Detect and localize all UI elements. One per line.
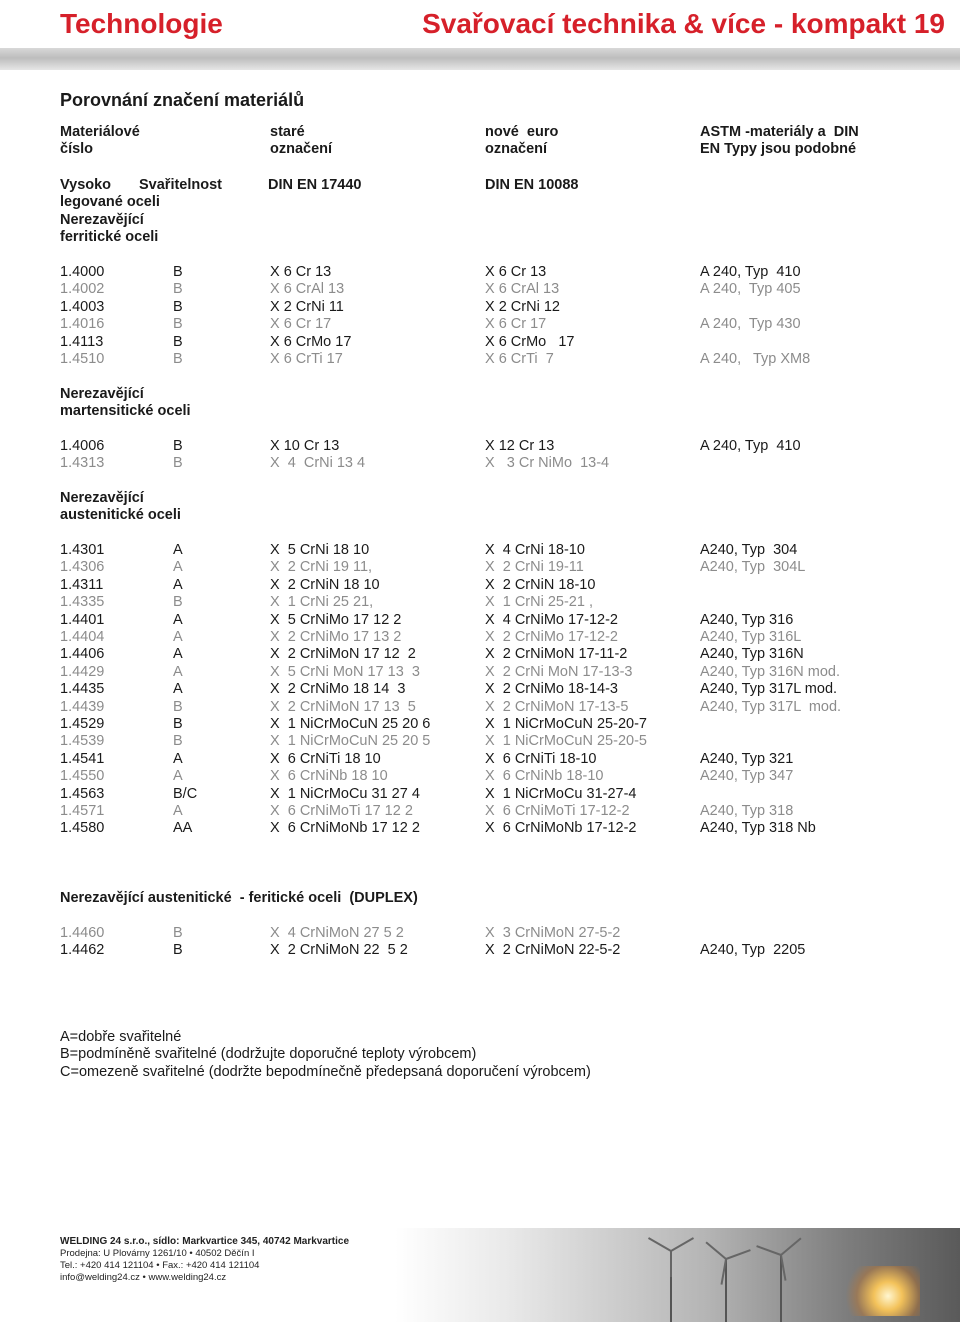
cell-old: X 2 CrNiMo 17 13 2 — [270, 629, 402, 645]
cell-num: 1.4439 — [60, 698, 105, 715]
cell-old: X 6 CrNiNb 18 10 — [270, 768, 388, 785]
header-band — [0, 48, 960, 70]
cell-weld: B — [173, 733, 183, 750]
cell-num: 1.4301 — [60, 542, 105, 558]
table-row — [0, 646, 960, 663]
cell-new: X 3 Cr NiMo 13-4 — [485, 455, 610, 472]
table-row — [0, 751, 960, 768]
cell-astm: A 240, Typ 405 — [700, 281, 801, 298]
cell-new: X 1 CrNi 25-21 , — [485, 594, 593, 611]
cell-num: 1.4313 — [60, 455, 105, 472]
cell-weld: B — [173, 333, 183, 350]
cell-weld: B — [173, 351, 183, 367]
cell-weld: B — [173, 942, 183, 959]
cell-new: X 6 CrNiTi 18-10 — [485, 750, 597, 767]
cell-new: X 2 CrNi MoN 17-13-3 — [485, 663, 633, 680]
cell-old: X 2 CrNi 11 — [270, 298, 344, 315]
cell-old: X 2 CrNiMoN 17 13 5 — [270, 698, 416, 715]
footer-photo-strip — [395, 1228, 960, 1322]
cell-num: 1.4006 — [60, 438, 105, 454]
cell-weld: A — [173, 646, 183, 663]
column-header-material-number: Materiálové číslo — [60, 124, 140, 158]
cell-old: X 6 CrNiTi 18 10 — [270, 750, 381, 767]
legend-item: C=omezeně svařitelné (dodržte bepodmínečně předepsaná doporučení výrobcem) — [60, 1063, 591, 1080]
cell-old: X 6 Cr 17 — [270, 316, 332, 333]
group-label-duplex: Nerezavějící austenitické - feritické oceli (DUPLEX) — [60, 890, 418, 906]
cell-num: 1.4401 — [60, 611, 105, 628]
footer-phone: Tel.: +420 414 121104 • Fax.: +420 414 121104 — [60, 1260, 260, 1271]
cell-new: X 2 CrNi 19-11 — [485, 559, 584, 576]
table-row — [0, 664, 960, 681]
table-row — [0, 629, 960, 646]
cell-astm: A240, Typ 321 — [700, 750, 794, 767]
table-row — [0, 264, 960, 281]
cell-num: 1.4563 — [60, 785, 105, 802]
cell-new: X 2 CrNiN 18-10 — [485, 576, 596, 593]
legend-item: A=dobře svařitelné — [60, 1029, 182, 1045]
cell-astm: A240, Typ 347 — [700, 768, 794, 785]
cell-astm: A 240, Typ 410 — [700, 438, 801, 454]
cell-num: 1.4404 — [60, 629, 105, 645]
cell-weld: A — [173, 559, 183, 576]
cell-astm: A 240, Typ 410 — [700, 264, 801, 280]
table-row — [0, 925, 960, 942]
cell-num: 1.4550 — [60, 768, 105, 785]
cell-num: 1.4429 — [60, 663, 105, 680]
table-row — [0, 786, 960, 803]
cell-num: 1.4016 — [60, 316, 105, 333]
cell-num: 1.4406 — [60, 646, 105, 663]
cell-weld: B — [173, 264, 183, 280]
cell-old: X 2 CrNiMoN 17 12 2 — [270, 646, 416, 663]
table-row — [0, 699, 960, 716]
old-standard-label: DIN EN 17440 — [268, 177, 362, 193]
cell-num: 1.4529 — [60, 716, 105, 732]
cell-weld: B — [173, 698, 183, 715]
cell-weld: A — [173, 542, 183, 558]
cell-new: X 4 CrNiMo 17-12-2 — [485, 611, 618, 628]
table-row — [0, 733, 960, 750]
column-header-new-designation: nové euro označení — [485, 124, 559, 158]
cell-old: X 4 CrNi 13 4 — [270, 455, 366, 472]
cell-old: X 6 CrTi 17 — [270, 351, 343, 367]
cell-old: X 6 CrAl 13 — [270, 281, 345, 298]
cell-num: 1.4003 — [60, 298, 105, 315]
cell-old: X 1 NiCrMoCu 31 27 4 — [270, 785, 420, 802]
cell-astm: A 240, Typ XM8 — [700, 351, 811, 367]
column-header-old-designation: staré označení — [270, 124, 333, 158]
cell-weld: B — [173, 281, 183, 298]
cell-old: X 1 NiCrMoCuN 25 20 5 — [270, 733, 431, 750]
cell-weld: B/C — [173, 785, 198, 802]
cell-weld: AA — [173, 820, 193, 837]
cell-new: X 4 CrNi 18-10 — [485, 542, 585, 558]
table-row — [0, 681, 960, 698]
cell-astm: A240, Typ 316L — [700, 629, 802, 645]
table-row — [0, 594, 960, 611]
cell-new: X 1 NiCrMoCuN 25-20-5 — [485, 733, 647, 750]
table-row — [0, 334, 960, 351]
cell-old: X 1 NiCrMoCuN 25 20 6 — [270, 716, 431, 732]
cell-new: X 1 NiCrMoCuN 25-20-7 — [485, 716, 647, 732]
cell-old: X 2 CrNiMoN 22 5 2 — [270, 942, 408, 959]
cell-new: X 6 Cr 17 — [485, 316, 547, 333]
cell-old: X 6 CrMo 17 — [270, 333, 352, 350]
group-label-ferritic: Vysoko legované oceli Nerezavějící ferritické oceli — [60, 177, 160, 246]
weldability-label: Svařitelnost — [139, 177, 222, 193]
legend-item: B=podmíněně svařitelné (dodržujte doporučné teploty výrobcem) — [60, 1046, 477, 1063]
table-row — [0, 768, 960, 785]
cell-astm: A 240, Typ 430 — [700, 316, 801, 333]
column-header-astm: ASTM -materiály a DIN EN Typy jsou podobné — [700, 124, 859, 158]
cell-new: X 6 CrNiMoTi 17-12-2 — [485, 803, 630, 819]
table-row — [0, 716, 960, 733]
cell-new: X 12 Cr 13 — [485, 438, 555, 454]
footer-company: WELDING 24 s.r.o., sídlo: Markvartice 345, 40742 Markvartice — [60, 1236, 350, 1247]
cell-weld: B — [173, 316, 183, 333]
table-row — [0, 612, 960, 629]
table-row — [0, 803, 960, 820]
page-footer — [0, 1228, 960, 1322]
new-standard-label: DIN EN 10088 — [485, 177, 579, 193]
cell-astm: A240, Typ 2205 — [700, 942, 806, 959]
table-row — [0, 820, 960, 837]
cell-new: X 2 CrNiMoN 22-5-2 — [485, 942, 621, 959]
cell-weld: A — [173, 611, 183, 628]
cell-num: 1.4460 — [60, 925, 105, 941]
cell-weld: A — [173, 629, 183, 645]
cell-new: X 3 CrNiMoN 27-5-2 — [485, 925, 621, 941]
cell-new: X 2 CrNiMoN 17-11-2 — [485, 646, 628, 663]
cell-num: 1.4306 — [60, 559, 105, 576]
cell-new: X 1 NiCrMoCu 31-27-4 — [485, 785, 637, 802]
cell-weld: B — [173, 438, 183, 454]
cell-astm: A240, Typ 304 — [700, 542, 798, 558]
cell-new: X 6 CrMo 17 — [485, 333, 575, 350]
cell-new: X 2 CrNi 12 — [485, 298, 560, 315]
cell-old: X 6 Cr 13 — [270, 264, 332, 280]
cell-num: 1.4539 — [60, 733, 105, 750]
cell-astm: A240, Typ 316 — [700, 611, 794, 628]
cell-old: X 5 CrNiMo 17 12 2 — [270, 611, 402, 628]
cell-weld: A — [173, 803, 183, 819]
cell-num: 1.4335 — [60, 594, 105, 611]
cell-old: X 2 CrNiMo 18 14 3 — [270, 681, 406, 698]
cell-new: X 2 CrNiMoN 17-13-5 — [485, 698, 629, 715]
cell-old: X 2 CrNi 19 11, — [270, 559, 373, 576]
table-row — [0, 438, 960, 455]
cell-new: X 2 CrNiMo 17-12-2 — [485, 629, 618, 645]
section-title: Porovnání značení materiálů — [60, 90, 305, 110]
cell-old: X 10 Cr 13 — [270, 438, 340, 454]
cell-num: 1.4000 — [60, 264, 105, 280]
cell-new: X 6 CrTi 7 — [485, 351, 554, 367]
cell-weld: A — [173, 768, 183, 785]
cell-num: 1.4510 — [60, 351, 105, 367]
table-row — [0, 299, 960, 316]
footer-store-address: Prodejna: U Plovárny 1261/10 • 40502 Děčín I — [60, 1248, 255, 1259]
cell-old: X 1 CrNi 25 21, — [270, 594, 374, 611]
cell-old: X 6 CrNiMoTi 17 12 2 — [270, 803, 413, 819]
table-row — [0, 942, 960, 959]
cell-num: 1.4462 — [60, 942, 105, 959]
cell-new: X 6 CrNiNb 18-10 — [485, 768, 604, 785]
cell-num: 1.4311 — [60, 576, 104, 593]
table-row — [0, 577, 960, 594]
cell-weld: B — [173, 716, 183, 732]
cell-weld: B — [173, 455, 183, 472]
cell-new: X 6 CrAl 13 — [485, 281, 560, 298]
cell-astm: A240, Typ 317L mod. — [700, 698, 842, 715]
table-row — [0, 316, 960, 333]
table-row — [0, 351, 960, 368]
cell-new: X 6 Cr 13 — [485, 264, 547, 280]
cell-old: X 2 CrNiN 18 10 — [270, 576, 380, 593]
cell-num: 1.4113 — [60, 333, 104, 350]
cell-weld: B — [173, 298, 183, 315]
cell-weld: A — [173, 663, 183, 680]
header-left-title: Technologie — [60, 8, 223, 39]
cell-astm: A240, Typ 318 Nb — [700, 820, 816, 837]
cell-weld: A — [173, 681, 183, 698]
header-right-title: Svařovací technika & více - kompakt 19 — [422, 8, 945, 39]
group-label-martensitic: Nerezavějící martensitické oceli — [60, 386, 191, 420]
footer-contact — [60, 1236, 349, 1284]
cell-num: 1.4435 — [60, 681, 105, 698]
cell-num: 1.4580 — [60, 820, 105, 837]
cell-old: X 4 CrNiMoN 27 5 2 — [270, 925, 404, 941]
table-row — [0, 455, 960, 472]
cell-astm: A240, Typ 317L mod. — [700, 681, 838, 698]
cell-weld: A — [173, 576, 183, 593]
welding-sparks-image — [840, 1266, 920, 1316]
cell-num: 1.4002 — [60, 281, 105, 298]
cell-astm: A240, Typ 304L — [700, 559, 806, 576]
cell-astm: A240, Typ 318 — [700, 803, 794, 819]
cell-old: X 5 CrNi MoN 17 13 3 — [270, 663, 420, 680]
table-row — [0, 281, 960, 298]
cell-weld: B — [173, 925, 183, 941]
table-row — [0, 559, 960, 576]
cell-num: 1.4571 — [60, 803, 105, 819]
cell-weld: B — [173, 594, 183, 611]
cell-old: X 5 CrNi 18 10 — [270, 542, 370, 558]
table-row — [0, 542, 960, 559]
cell-old: X 6 CrNiMoNb 17 12 2 — [270, 820, 420, 837]
cell-new: X 6 CrNiMoNb 17-12-2 — [485, 820, 637, 837]
cell-num: 1.4541 — [60, 750, 105, 767]
footer-web: info@welding24.cz • www.welding24.cz — [60, 1272, 227, 1283]
cell-astm: A240, Typ 316N — [700, 646, 804, 663]
cell-weld: A — [173, 750, 183, 767]
group-label-austenitic: Nerezavějící austenitické oceli — [60, 490, 181, 524]
weldability-legend — [60, 1029, 591, 1081]
cell-astm: A240, Typ 316N mod. — [700, 663, 840, 680]
page-header — [0, 0, 960, 56]
cell-new: X 2 CrNiMo 18-14-3 — [485, 681, 618, 698]
